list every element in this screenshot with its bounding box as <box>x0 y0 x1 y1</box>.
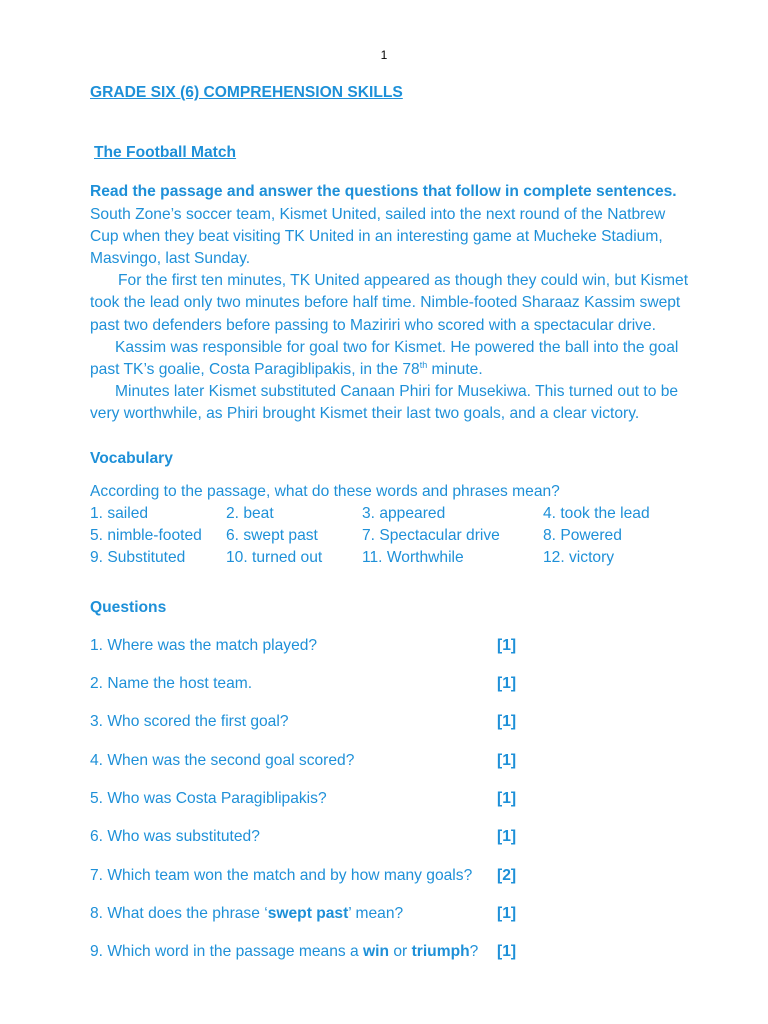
vocabulary-item: 12. victory <box>543 549 615 567</box>
vocabulary-list <box>90 503 690 570</box>
instructions: Read the passage and answer the questions that follow in complete sentences. <box>90 183 677 201</box>
document-body <box>90 82 690 980</box>
question-row <box>90 903 690 941</box>
vocabulary-item: 3. appeared <box>362 505 446 523</box>
question-mark: [1] <box>497 675 517 693</box>
passage-paragraph-3-end: minute. <box>427 361 483 379</box>
passage-paragraph-1: South Zone’s soccer team, Kismet United, sailed into the next round of the Natbrew Cup when they beat visiting TK United in an interesting game at Mucheke Stadium, Masvingo, last Sunday. <box>90 205 666 268</box>
question-text-part: ’ mean? <box>348 904 404 922</box>
passage-paragraph-4: Minutes later Kismet substituted Canaan Phiri for Musekiwa. This turned out to be very worthwhile, as Phiri brought Kismet their last two goals, and a clear victory. <box>90 383 679 423</box>
story-title: The Football Match <box>94 144 237 162</box>
vocabulary-item: 4. took the lead <box>543 505 650 523</box>
question-row <box>90 865 690 903</box>
document-title: GRADE SIX (6) COMPREHENSION SKILLS <box>90 84 403 101</box>
question-text: 7. Which team won the match and by how many goals? <box>90 866 473 884</box>
question-mark: [1] <box>497 713 517 731</box>
vocabulary-item: 7. Spectacular drive <box>362 527 500 545</box>
page-number: 1 <box>380 48 388 62</box>
question-text <box>90 903 497 941</box>
question-row <box>90 711 690 749</box>
question-text-part: 8. What does the phrase ‘ <box>90 904 268 922</box>
questions-heading: Questions <box>90 598 167 616</box>
passage-paragraph-2: For the first ten minutes, TK United appeared as though they could win, but Kismet took the lead only two minutes before half time. Nimble-footed Sharaaz Kassim swept past two defenders before passing to Maziriri who scored with a spectacular drive. <box>90 272 689 334</box>
question-mark: [2] <box>497 866 517 884</box>
question-text <box>90 941 497 979</box>
passage-paragraph-3 <box>90 337 690 381</box>
question-text-part: or <box>389 943 412 961</box>
question-mark: [1] <box>497 828 517 846</box>
vocabulary-item: 6. swept past <box>226 527 318 545</box>
passage-paragraph-3-text: Kassim was responsible for goal two for Kismet. He powered the ball into the goal past TK’s goalie, Costa Paragiblipakis, in the 78 <box>90 338 679 379</box>
question-emphasis: triumph <box>411 943 470 961</box>
vocabulary-heading: Vocabulary <box>90 449 173 467</box>
question-row <box>90 788 690 826</box>
question-text: 3. Who scored the first goal? <box>90 713 289 731</box>
question-row <box>90 750 690 788</box>
question-mark: [1] <box>497 751 517 769</box>
vocabulary-item: 8. Powered <box>543 527 622 545</box>
question-row <box>90 673 690 711</box>
question-row <box>90 826 690 864</box>
question-text: 1. Where was the match played? <box>90 636 318 654</box>
question-emphasis: swept past <box>267 904 349 922</box>
vocabulary-item: 2. beat <box>226 505 274 523</box>
vocabulary-item: 9. Substituted <box>90 549 186 567</box>
question-text-part: 9. Which word in the passage means a <box>90 943 364 961</box>
vocabulary-item: 11. Worthwhile <box>362 549 464 567</box>
ordinal-suffix: th <box>419 359 428 370</box>
question-mark: [1] <box>497 636 517 654</box>
question-text-part: ? <box>469 943 479 961</box>
vocabulary-intro: According to the passage, what do these words and phrases mean? <box>90 482 560 500</box>
vocabulary-item: 10. turned out <box>226 549 323 567</box>
vocabulary-item: 5. nimble-footed <box>90 527 202 545</box>
question-mark: [1] <box>497 790 517 808</box>
question-row <box>90 635 690 673</box>
question-text: 2. Name the host team. <box>90 675 253 693</box>
question-list <box>90 635 690 980</box>
question-text: 6. Who was substituted? <box>90 828 260 846</box>
question-text: 5. Who was Costa Paragiblipakis? <box>90 790 327 808</box>
vocabulary-item: 1. sailed <box>90 505 149 523</box>
question-text: 4. When was the second goal scored? <box>90 751 355 769</box>
question-mark: [1] <box>497 943 517 961</box>
question-row <box>90 941 690 979</box>
question-emphasis: win <box>363 943 390 961</box>
question-mark: [1] <box>497 904 517 922</box>
